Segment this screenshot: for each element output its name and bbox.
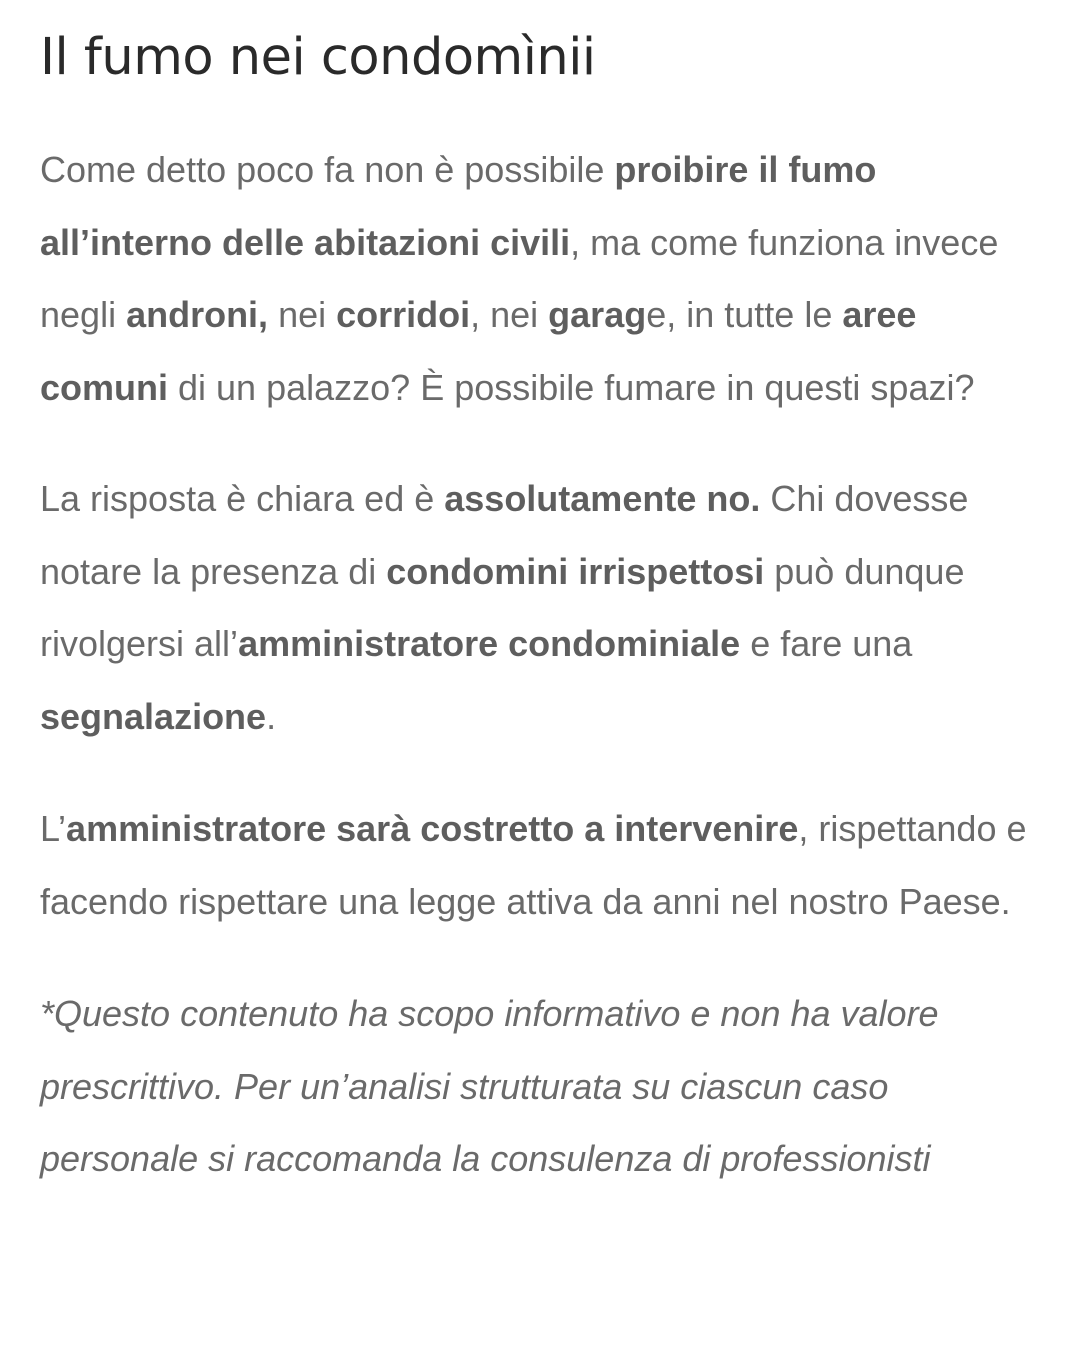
- text-run: Come detto poco fa non è possibile: [40, 149, 615, 190]
- text-run: può dunque rivolgersi all’: [40, 550, 965, 664]
- bold-text: segnalazione: [40, 695, 267, 737]
- paragraph-2: [40, 463, 1050, 753]
- article: [40, 0, 1050, 1196]
- text-run: La risposta è chiara ed è: [40, 478, 445, 519]
- paragraph-1: [40, 134, 1050, 424]
- bold-text: garag: [548, 294, 647, 335]
- text-run: .: [266, 695, 277, 737]
- article-title: Il fumo nei condomìnii: [40, 28, 596, 87]
- disclaimer-text: *Questo contenuto ha scopo informativo e non ha valore prescrittivo. Per un’analisi strutturata su ciascun caso personale si raccomanda la consulenza di professionisti: [40, 993, 939, 1179]
- paragraph-3: [40, 793, 1050, 938]
- bold-text: condomini irrispettosi: [386, 550, 765, 592]
- bold-text: amministratore sarà costretto a intervenire: [66, 808, 799, 849]
- text-run: , ma come funziona invece negli: [40, 221, 999, 335]
- bold-text: assolutamente no.: [444, 478, 761, 519]
- text-run: nei: [268, 294, 337, 335]
- bold-text: amministratore condominiale: [238, 623, 741, 664]
- text-run: , rispettando e facendo rispettare una legge attiva da anni nel nostro Paese.: [40, 808, 1027, 922]
- text-run: L’: [40, 808, 67, 849]
- bold-text: corridoi: [336, 294, 471, 335]
- text-run: di un palazzo? È possibile fumare in questi spazi?: [168, 366, 975, 408]
- text-run: Chi dovesse notare la presenza di: [40, 478, 969, 592]
- text-run: , nei: [470, 294, 549, 335]
- bold-text: androni,: [126, 294, 269, 335]
- text-run: e, in tutte le: [646, 294, 843, 335]
- bold-text: proibire il fumo all’interno delle abitazioni civili: [40, 149, 877, 263]
- text-run: e fare una: [740, 623, 913, 664]
- bold-text: aree comuni: [40, 294, 917, 408]
